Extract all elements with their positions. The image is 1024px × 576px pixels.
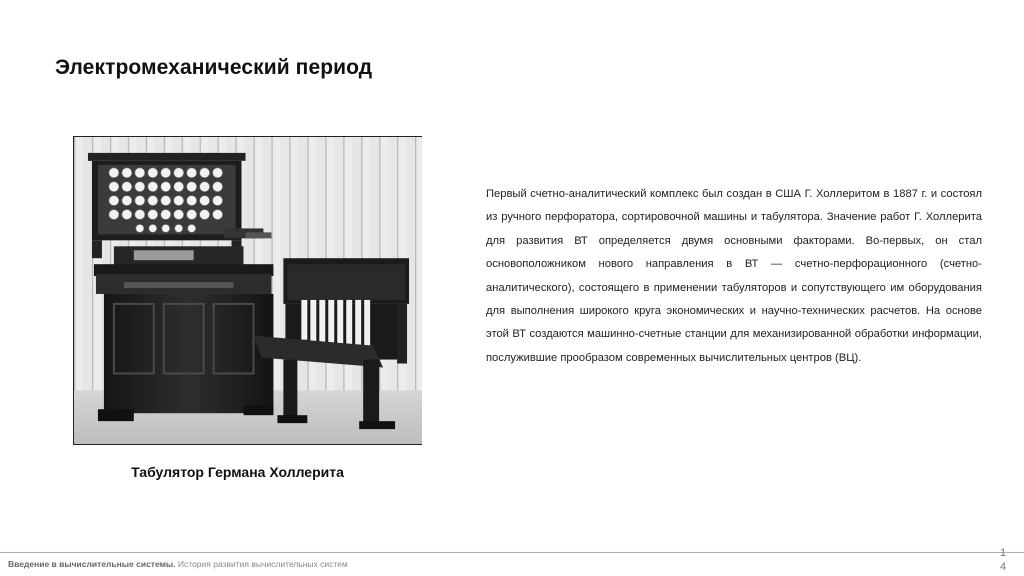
hollerith-tabulator-photo <box>73 136 422 445</box>
slide-title: Электромеханический период <box>55 56 373 79</box>
footer-divider <box>0 552 1024 553</box>
footer-topic: История развития вычислительных систем <box>177 559 348 569</box>
footer <box>8 559 348 569</box>
footer-course: Введение в вычислительные системы. <box>8 559 176 569</box>
image-caption: Табулятор Германа Холлерита <box>131 464 344 480</box>
body-paragraph: Первый счетно-аналитический комплекс был создан в США Г. Холлеритом в 1887 г. и состоял из ручного перфоратора, сортировочной машины и табулятора. Значение работ Г. Холлерита для развития ВТ определяется двумя основными факторами. Во-первых, он стал основоположником нового направления в ВТ — счетно-перфорационного (счетно-аналитического), состоящего в применении табуляторов и сопутствующего им оборудования для выполнения широкого круга экономических и научно-технических расчетов. На основе этой ВТ создаются машинно-счетные станции для механизированной обработки информации, послужившие прообразом современных вычислительных центров (ВЦ). <box>486 188 982 364</box>
page-number: 14 <box>999 547 1007 573</box>
